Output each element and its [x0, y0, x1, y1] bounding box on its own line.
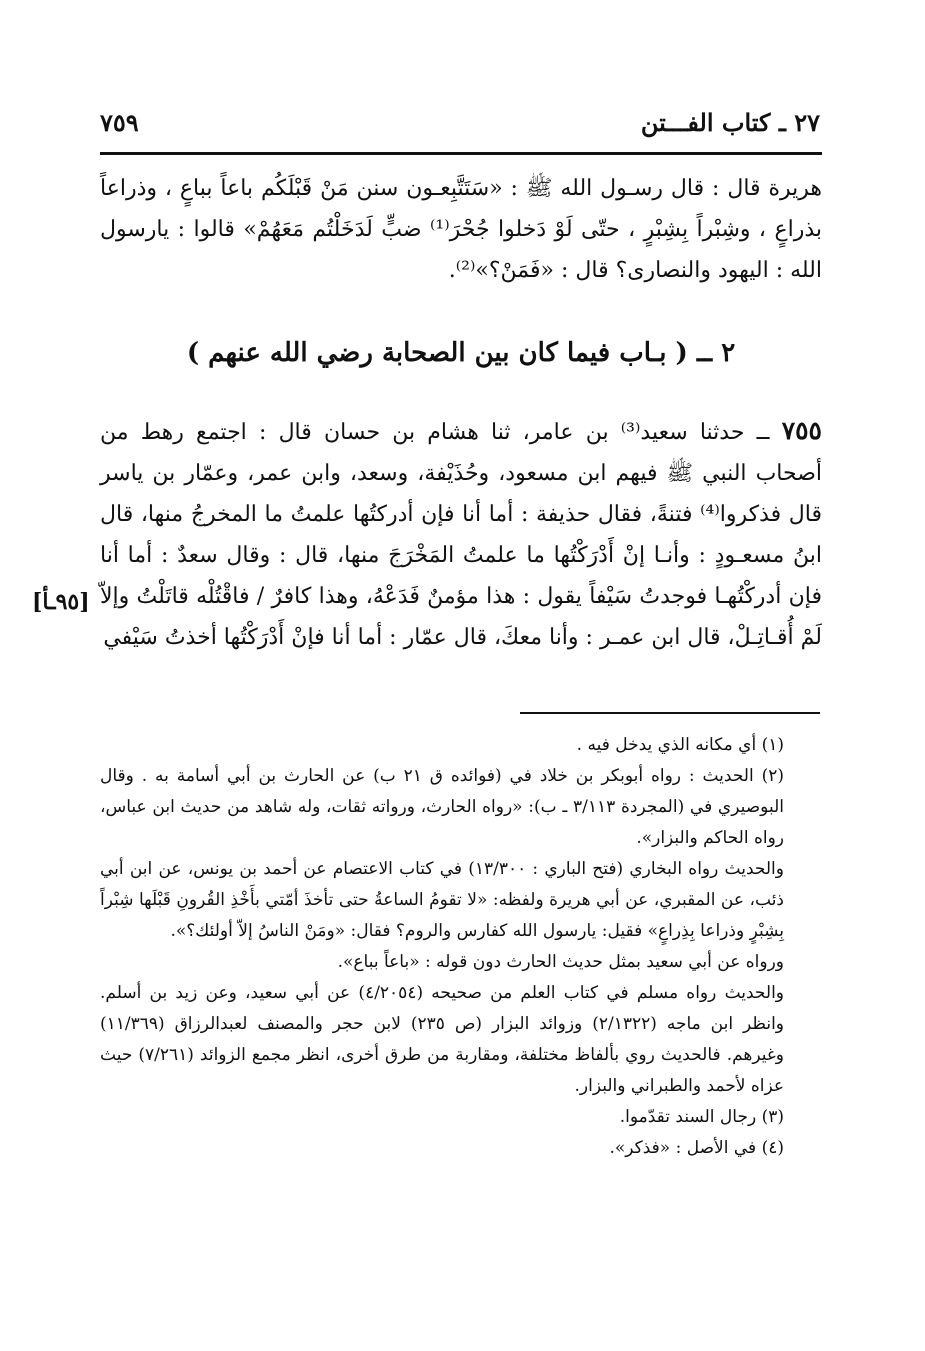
section-heading: ٢ ــ ( بـاب فيما كان بين الصحابة رضي الله عنهم ) — [186, 338, 736, 368]
footnote-4: (٤) في الأصل : «فذكر». — [609, 1138, 784, 1158]
hadith-number: ٧٥٥ — [781, 416, 822, 445]
hadith-text: ــ حدثنا سعيد⁽³⁾ بن عامر، ثنا هشام بن حسان قال : اجتمع رهط من أصحاب النبي ﷺ فيهم ابن مسعود، وحُذَيْفة، وسعد، وابن عمر، وعمّار بن ياسر قال فذكروا⁽⁴⁾ فتنةً، فقال حذيفة : أما أنا فإن أدركتُها علمتُ ما المخرجُ منها، قال ابنُ مسعـودٍ : وأنـا إنْ أَدْرَكْتُها ما علمتُ المَخْرَجَ منها، قال : وقال سعدٌ : أما أنا فإن أدركْتُهـا فوجدتُ سَيْفاً يقول : هذا مؤمنٌ فَدَعْهُ، وهذا كافرٌ / فاقْتُلْه قاتَلْتُ وإلاّ لَمْ أُقـاتِـلْ، قال ابن عمـر : وأنا معكَ، قال عمّار : أما أنا فإنْ أَدْرَكْتُها أخذتُ سَيْفي — [100, 420, 822, 650]
footnote-2-continued: والحديث رواه مسلم في كتاب العلم من صحيحه (٤/٢٠٥٤) عن أبي سعيد، وعن زيد بن أسلم. وانظر ابن ماجه (٢/١٣٢٢) وزوائد البزار (ص ٢٣٥) لابن حجر والمصنف لعبدالرزاق (١١/٣٦٩) وغيرهم. فالحديث روي بألفاظ مختلفة، ومقاربة من طرق أخرى، انظر مجمع الزوائد (٧/٢٦١) حيث عزاه لأحمد والطبراني والبزار. — [100, 983, 785, 1096]
hadith-paragraph — [100, 410, 822, 658]
header-divider — [100, 152, 822, 155]
paragraph-text: هريرة قال : قال رسـول الله ﷺ : «سَتَتَّبِعـون سنن مَنْ قَبْلَكُم باعاً بباعٍ ، وذراعاً بذراعٍ ، وشِبْراً بِشِبْرٍ ، حتّى لَوْ دَخلوا جُحْرَ⁽¹⁾ ضبٍّ لَدَخَلْتُم مَعَهُمْ» قالوا : يارسول الله : اليهود والنصارى؟ قال : «فَمَنْ؟»⁽²⁾. — [100, 176, 822, 283]
footnote-2-continued: ورواه عن أبي سعيد بمثل حديث الحارث دون قوله : «باعاً بباع». — [337, 952, 784, 972]
chapter-title: ٢٧ ـ كتاب الفـــتن — [640, 108, 820, 137]
running-header — [100, 108, 820, 148]
footnote-2: (٢) الحديث : رواه أبوبكر بن خلاد في (فوائده ق ٢١ ب) عن الحارث بن أبي أسامة به . وقال البوصيري في (المجردة ٣/١١٣ ـ ب): «رواه الحارث، ورواته ثقات، وله شاهد من حديث ابن عباس، رواه الحاكم والبزار». — [100, 766, 784, 848]
footnote-divider — [520, 712, 820, 714]
page-number: ٧٥٩ — [100, 108, 139, 137]
footnote-1: (١) أي مكانه الذي يدخل فيه . — [576, 735, 784, 755]
manuscript-margin-reference: [٩٥ـأ] — [32, 589, 90, 615]
paragraph-continuation — [100, 168, 822, 291]
footnotes — [100, 730, 822, 1164]
footnote-2-continued: والحديث رواه البخاري (فتح الباري : ١٣/٣٠٠) في كتاب الاعتصام عن أحمد بن يونس، عن ابن أبي ذئب، عن المقبري، عن أبي هريرة ولفظه: «لا تقومُ الساعةُ حتى تأخذَ أمّتي بأَخْذِ القُرونِ قَبْلَها شِبْراً بِشِبْرٍ وذراعا بِذِراعٍ» فقيل: يارسول الله كفارس والروم؟ فقال: «ومَنْ الناسُ إلاّ أولئك؟». — [100, 859, 784, 941]
footnote-3: (٣) رجال السند تقدّموا. — [619, 1107, 784, 1127]
